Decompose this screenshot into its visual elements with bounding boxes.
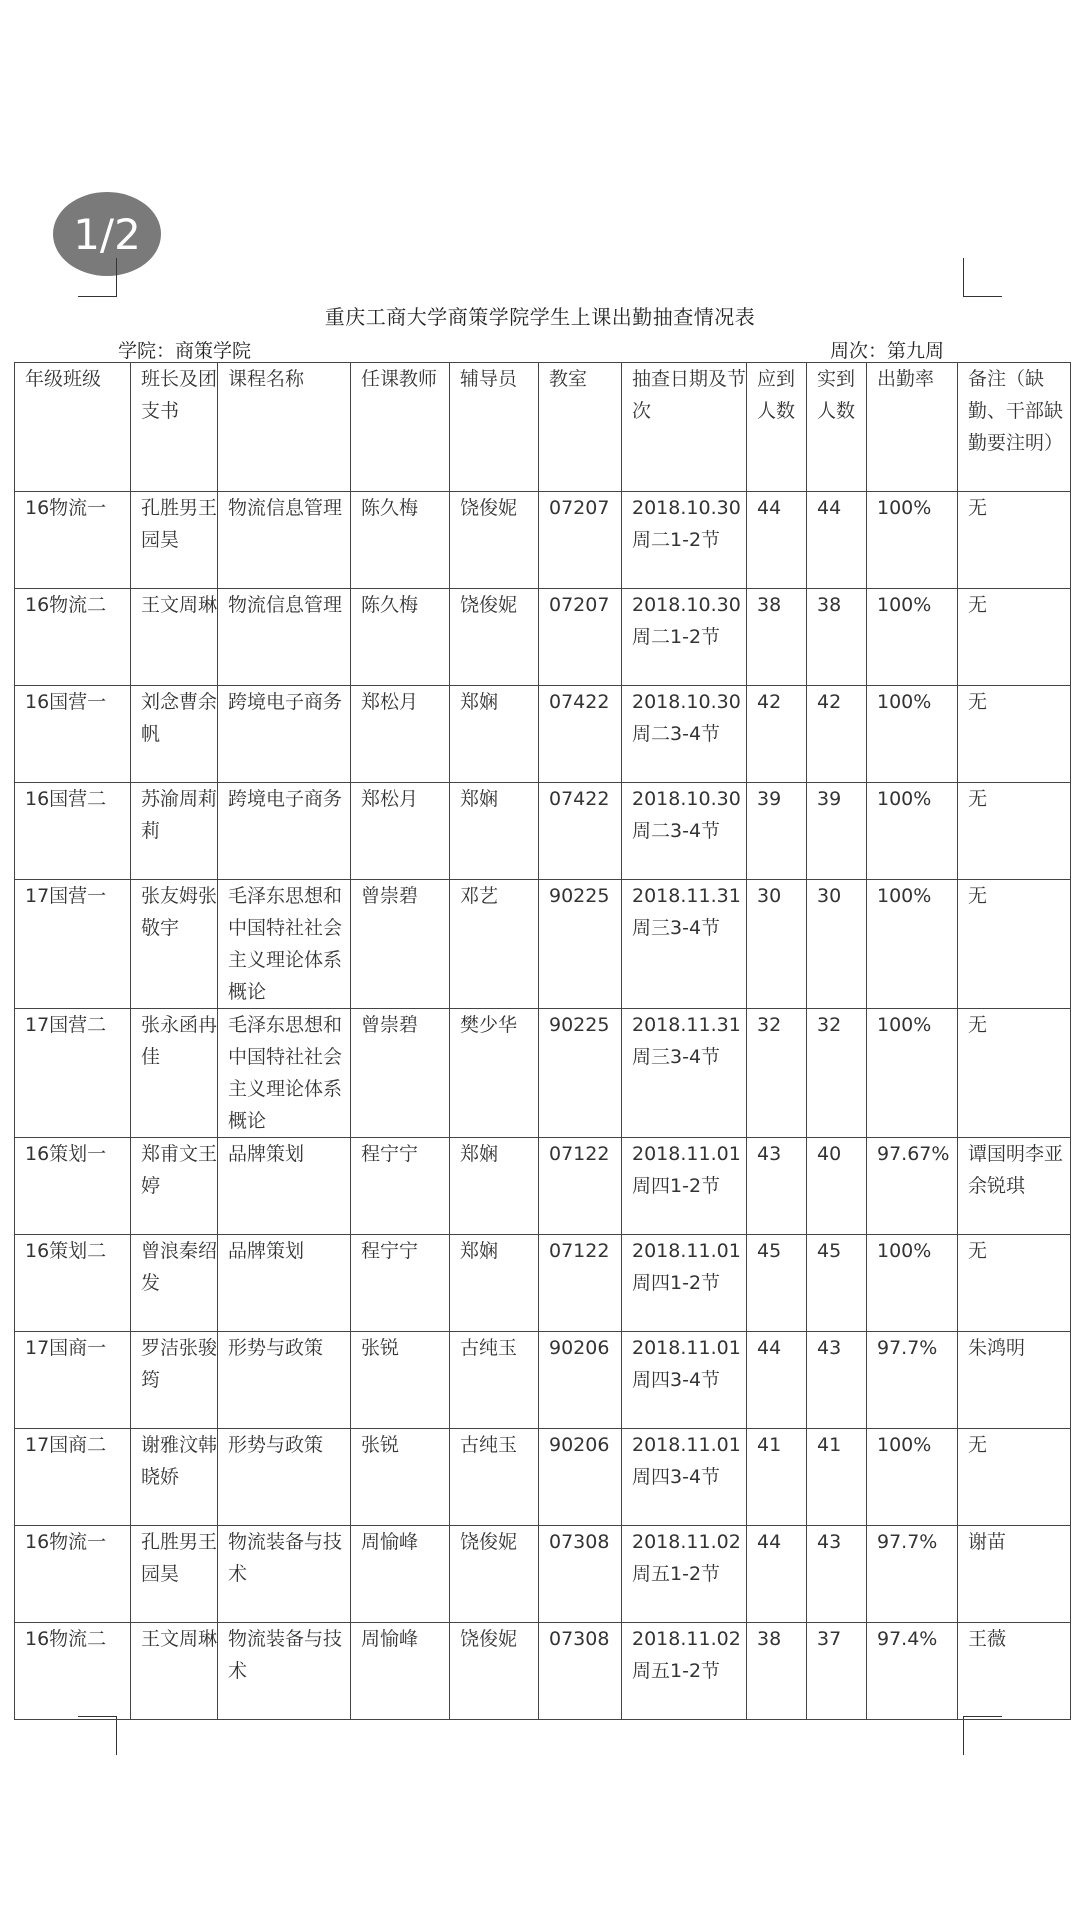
table-row (15, 880, 1071, 1009)
counselor-cell: 饶俊妮 (450, 1623, 539, 1720)
course-cell: 毛泽东思想和中国特社社会主义理论体系概论 (218, 1009, 351, 1138)
actual-count-cell: 42 (807, 686, 867, 783)
expected-count-cell: 38 (747, 1623, 807, 1720)
table-row (15, 1332, 1071, 1429)
table-row (15, 1623, 1071, 1720)
date-cell: 2018.10.30周二3-4节 (622, 686, 747, 783)
crop-mark-bottom-left (78, 1716, 117, 1755)
actual-count-cell: 45 (807, 1235, 867, 1332)
attendance-rate-cell: 100% (867, 1235, 958, 1332)
leaders-cell: 曾浪秦绍发 (131, 1235, 218, 1332)
table-header-row (15, 363, 1071, 492)
course-cell: 跨境电子商务 (218, 686, 351, 783)
room-cell: 90225 (539, 880, 622, 1009)
table-row (15, 1138, 1071, 1235)
counselor-cell: 郑娴 (450, 686, 539, 783)
attendance-rate-cell: 100% (867, 492, 958, 589)
column-header: 出勤率 (867, 363, 958, 492)
room-cell: 07308 (539, 1623, 622, 1720)
room-cell: 07122 (539, 1235, 622, 1332)
class-cell: 16物流一 (15, 1526, 131, 1623)
table-row (15, 589, 1071, 686)
room-cell: 07122 (539, 1138, 622, 1235)
leaders-cell: 王文周琳 (131, 589, 218, 686)
column-header: 年级班级 (15, 363, 131, 492)
course-cell: 形势与政策 (218, 1429, 351, 1526)
class-cell: 16国营二 (15, 783, 131, 880)
room-cell: 90206 (539, 1332, 622, 1429)
class-cell: 16物流一 (15, 492, 131, 589)
room-cell: 07422 (539, 783, 622, 880)
table-row (15, 492, 1071, 589)
column-header: 辅导员 (450, 363, 539, 492)
course-cell: 形势与政策 (218, 1332, 351, 1429)
attendance-rate-cell: 100% (867, 1009, 958, 1138)
document-title: 重庆工商大学商策学院学生上课出勤抽查情况表 (324, 305, 756, 329)
attendance-rate-cell: 100% (867, 783, 958, 880)
crop-mark-top-left (78, 258, 117, 297)
remark-cell: 无 (958, 880, 1071, 1009)
class-cell: 17国营一 (15, 880, 131, 1009)
teacher-cell: 周愉峰 (351, 1623, 450, 1720)
teacher-cell: 曾崇碧 (351, 880, 450, 1009)
teacher-cell: 陈久梅 (351, 589, 450, 686)
room-cell: 90206 (539, 1429, 622, 1526)
remark-cell: 无 (958, 492, 1071, 589)
remark-cell: 无 (958, 686, 1071, 783)
course-cell: 品牌策划 (218, 1235, 351, 1332)
date-cell: 2018.11.01周四3-4节 (622, 1429, 747, 1526)
actual-count-cell: 38 (807, 589, 867, 686)
column-header: 课程名称 (218, 363, 351, 492)
date-cell: 2018.11.01周四1-2节 (622, 1235, 747, 1332)
counselor-cell: 樊少华 (450, 1009, 539, 1138)
expected-count-cell: 42 (747, 686, 807, 783)
leaders-cell: 孔胜男王园昊 (131, 492, 218, 589)
course-cell: 物流装备与技术 (218, 1623, 351, 1720)
table-row (15, 686, 1071, 783)
counselor-cell: 邓艺 (450, 880, 539, 1009)
leaders-cell: 郑甫文王婷 (131, 1138, 218, 1235)
actual-count-cell: 41 (807, 1429, 867, 1526)
actual-count-cell: 39 (807, 783, 867, 880)
leaders-cell: 谢雅汶韩晓娇 (131, 1429, 218, 1526)
counselor-cell: 古纯玉 (450, 1332, 539, 1429)
expected-count-cell: 43 (747, 1138, 807, 1235)
class-cell: 17国营二 (15, 1009, 131, 1138)
counselor-cell: 郑娴 (450, 1138, 539, 1235)
expected-count-cell: 39 (747, 783, 807, 880)
remark-cell: 无 (958, 1009, 1071, 1138)
expected-count-cell: 38 (747, 589, 807, 686)
class-cell: 16物流二 (15, 589, 131, 686)
leaders-cell: 罗洁张骏筠 (131, 1332, 218, 1429)
leaders-cell: 孔胜男王园昊 (131, 1526, 218, 1623)
attendance-rate-cell: 100% (867, 686, 958, 783)
attendance-rate-cell: 97.4% (867, 1623, 958, 1720)
column-header: 抽查日期及节次 (622, 363, 747, 492)
attendance-table (14, 362, 1071, 1720)
expected-count-cell: 44 (747, 1332, 807, 1429)
remark-cell: 无 (958, 1235, 1071, 1332)
teacher-cell: 程宁宁 (351, 1138, 450, 1235)
expected-count-cell: 32 (747, 1009, 807, 1138)
college-label: 学院：商策学院 (118, 340, 252, 362)
course-cell: 品牌策划 (218, 1138, 351, 1235)
table-row (15, 1009, 1071, 1138)
expected-count-cell: 44 (747, 492, 807, 589)
counselor-cell: 古纯玉 (450, 1429, 539, 1526)
remark-cell: 谢苗 (958, 1526, 1071, 1623)
actual-count-cell: 40 (807, 1138, 867, 1235)
attendance-rate-cell: 97.67% (867, 1138, 958, 1235)
teacher-cell: 陈久梅 (351, 492, 450, 589)
class-cell: 16物流二 (15, 1623, 131, 1720)
teacher-cell: 程宁宁 (351, 1235, 450, 1332)
attendance-rate-cell: 100% (867, 880, 958, 1009)
date-cell: 2018.11.31周三3-4节 (622, 1009, 747, 1138)
table-row (15, 1526, 1071, 1623)
leaders-cell: 张友姆张敬宇 (131, 880, 218, 1009)
date-cell: 2018.10.30周二1-2节 (622, 589, 747, 686)
teacher-cell: 曾崇碧 (351, 1009, 450, 1138)
teacher-cell: 郑松月 (351, 686, 450, 783)
remark-cell: 谭国明李亚余锐琪 (958, 1138, 1071, 1235)
counselor-cell: 郑娴 (450, 783, 539, 880)
expected-count-cell: 41 (747, 1429, 807, 1526)
column-header: 任课教师 (351, 363, 450, 492)
table-row (15, 783, 1071, 880)
actual-count-cell: 44 (807, 492, 867, 589)
actual-count-cell: 37 (807, 1623, 867, 1720)
leaders-cell: 刘念曹余帆 (131, 686, 218, 783)
class-cell: 16策划二 (15, 1235, 131, 1332)
room-cell: 07422 (539, 686, 622, 783)
date-cell: 2018.10.30周二1-2节 (622, 492, 747, 589)
actual-count-cell: 30 (807, 880, 867, 1009)
column-header: 班长及团支书 (131, 363, 218, 492)
course-cell: 物流信息管理 (218, 589, 351, 686)
actual-count-cell: 32 (807, 1009, 867, 1138)
class-cell: 17国商一 (15, 1332, 131, 1429)
date-cell: 2018.11.02周五1-2节 (622, 1623, 747, 1720)
counselor-cell: 饶俊妮 (450, 1526, 539, 1623)
page-indicator: 1/2 (53, 192, 161, 276)
class-cell: 17国商二 (15, 1429, 131, 1526)
date-cell: 2018.11.01周四1-2节 (622, 1138, 747, 1235)
attendance-rate-cell: 100% (867, 1429, 958, 1526)
teacher-cell: 周愉峰 (351, 1526, 450, 1623)
actual-count-cell: 43 (807, 1332, 867, 1429)
crop-mark-top-right (963, 258, 1002, 297)
leaders-cell: 王文周琳 (131, 1623, 218, 1720)
remark-cell: 无 (958, 783, 1071, 880)
remark-cell: 无 (958, 589, 1071, 686)
date-cell: 2018.11.02周五1-2节 (622, 1526, 747, 1623)
expected-count-cell: 45 (747, 1235, 807, 1332)
column-header: 应到人数 (747, 363, 807, 492)
room-cell: 07308 (539, 1526, 622, 1623)
counselor-cell: 饶俊妮 (450, 492, 539, 589)
room-cell: 07207 (539, 589, 622, 686)
course-cell: 物流装备与技术 (218, 1526, 351, 1623)
room-cell: 90225 (539, 1009, 622, 1138)
crop-mark-bottom-right (963, 1716, 1002, 1755)
course-cell: 物流信息管理 (218, 492, 351, 589)
date-cell: 2018.11.31周三3-4节 (622, 880, 747, 1009)
remark-cell: 王薇 (958, 1623, 1071, 1720)
table-row (15, 1235, 1071, 1332)
table-row (15, 1429, 1071, 1526)
column-header: 实到人数 (807, 363, 867, 492)
column-header: 教室 (539, 363, 622, 492)
expected-count-cell: 44 (747, 1526, 807, 1623)
class-cell: 16策划一 (15, 1138, 131, 1235)
leaders-cell: 张永函冉佳 (131, 1009, 218, 1138)
expected-count-cell: 30 (747, 880, 807, 1009)
date-cell: 2018.10.30周二3-4节 (622, 783, 747, 880)
counselor-cell: 饶俊妮 (450, 589, 539, 686)
counselor-cell: 郑娴 (450, 1235, 539, 1332)
attendance-rate-cell: 97.7% (867, 1332, 958, 1429)
remark-cell: 无 (958, 1429, 1071, 1526)
teacher-cell: 张锐 (351, 1332, 450, 1429)
column-header: 备注（缺勤、干部缺勤要注明） (958, 363, 1071, 492)
attendance-rate-cell: 97.7% (867, 1526, 958, 1623)
week-label: 周次：第九周 (830, 340, 945, 362)
room-cell: 07207 (539, 492, 622, 589)
course-cell: 跨境电子商务 (218, 783, 351, 880)
teacher-cell: 郑松月 (351, 783, 450, 880)
remark-cell: 朱鸿明 (958, 1332, 1071, 1429)
class-cell: 16国营一 (15, 686, 131, 783)
course-cell: 毛泽东思想和中国特社社会主义理论体系概论 (218, 880, 351, 1009)
date-cell: 2018.11.01周四3-4节 (622, 1332, 747, 1429)
actual-count-cell: 43 (807, 1526, 867, 1623)
attendance-rate-cell: 100% (867, 589, 958, 686)
teacher-cell: 张锐 (351, 1429, 450, 1526)
leaders-cell: 苏渝周莉莉 (131, 783, 218, 880)
